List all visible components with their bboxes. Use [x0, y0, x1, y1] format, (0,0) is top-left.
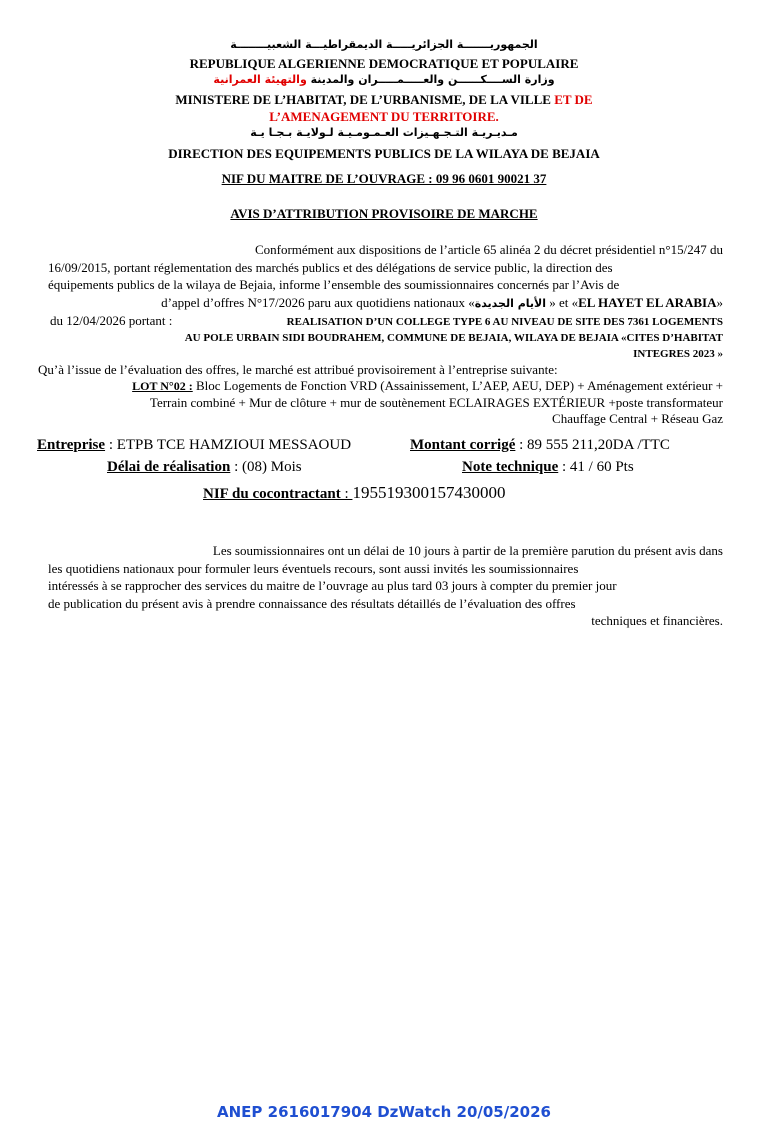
arabic-republic-title: الجمهوريـــــــة الجزائريـــــة الديمقراطيـــة الشعبيــــــــة [230, 38, 538, 51]
closing-line1: Les soumissionnaires ont un délai de 10 jours à partir de la première parution du présent avis dans [212, 543, 723, 558]
delai-label: Délai de réalisation [107, 459, 231, 475]
delai-row [107, 459, 302, 476]
arabic-direction-title: مـديـريـة التـجـهـيزات العـمـومـيـة لـولايـة بـجـا يـة [250, 126, 518, 139]
project-line1: REALISATION D’UN COLLEGE TYPE 6 AU NIVEAU DE SITE DES 7361 LOGEMENTS [286, 316, 723, 328]
intro-line4b: » et « [545, 295, 579, 310]
note-row [462, 459, 634, 476]
attribution-intro: Qu’à l’issue de l’évaluation des offres, le marché est attribué provisoirement à l’entreprise suivante: [38, 362, 558, 377]
nif-maitre-ouvrage: NIF DU MAITRE DE L’OUVRAGE : 09 96 0601 90021 37 [221, 171, 547, 186]
closing-line3: intéressés à se rapprocher des services du maitre de l’ouvrage au plus tard 03 jours à compter du premier jour [48, 578, 617, 593]
ministry-title-line2: L’AMENAGEMENT DU TERRITOIRE. [269, 109, 499, 124]
note-label: Note technique [462, 459, 559, 475]
nif-cocontractant-row [203, 483, 505, 503]
closing-line4: de publication du présent avis à prendre connaissance des résultats détaillés de l’évaluation des offres [48, 596, 576, 611]
nif-cocontractant-value: 195519300157430000 [352, 483, 506, 502]
newspaper-el-hayet: EL HAYET EL ARABIA [578, 295, 717, 310]
arabic-ministry-part1: وزارة الســــكــــــن والعـــــمـــــران والمدينة [306, 73, 555, 86]
ministry-title-part1: MINISTERE DE L’HABITAT, DE L’URBANISME, DE LA VILLE [175, 92, 555, 107]
intro-line2: 16/09/2015, portant réglementation des marchés publics et des délégations de service public, la direction des [48, 260, 613, 275]
nif-cocontractant-label: NIF du cocontractant [203, 486, 345, 502]
nif-cocontractant-sep: : [344, 486, 353, 502]
project-line3: INTEGRES 2023 » [633, 348, 723, 360]
arabic-ministry-title [0, 73, 768, 86]
closing-line5: techniques et financières. [591, 613, 723, 628]
intro-line4 [48, 295, 723, 312]
delai-value: : (08) Mois [230, 459, 302, 475]
project-line2: AU POLE URBAIN SIDI BOUDRAHEM, COMMUNE DE BEJAIA, WILAYA DE BEJAIA «CITES D’HABITAT [184, 332, 723, 344]
direction-title: DIRECTION DES EQUIPEMENTS PUBLICS DE LA WILAYA DE BEJAIA [168, 146, 600, 161]
montant-label: Montant corrigé [410, 437, 516, 453]
intro-line4c: » [716, 295, 723, 310]
entreprise-label: Entreprise [37, 437, 106, 453]
montant-value: : 89 555 211,20DA /TTC [515, 437, 670, 453]
footer-reference: ANEP 2616017904 DzWatch 20/05/2026 [217, 1103, 551, 1121]
entreprise-value: : ETPB TCE HAMZIOUI MESSAOUD [105, 437, 352, 453]
newspaper-arabic-name: الأيام الجديدة [474, 297, 546, 310]
lot-line1: Bloc Logements de Fonction VRD (Assainissement, L’AEP, AEU, DEP) + Aménagement extérieur + [192, 378, 723, 393]
ministry-title-part2: ET DE [554, 92, 593, 107]
lot-line1-row [48, 378, 723, 394]
republic-title: REPUBLIQUE ALGERIENNE DEMOCRATIQUE ET POPULAIRE [189, 56, 579, 71]
arabic-ministry-part2: والتهيئة العمرانية [213, 73, 307, 86]
project-line1-row [48, 313, 723, 330]
closing-line2: les quotidiens nationaux pour formuler leurs éventuels recours, sont aussi invités les soumissionnaires [48, 561, 579, 576]
lot-line2: Terrain combiné + Mur de clôture + mur de soutènement ECLAIRAGES EXTÉRIEUR +poste transformateur [149, 395, 723, 410]
entreprise-row [37, 437, 351, 454]
montant-row [410, 437, 670, 454]
lot-line3: Chauffage Central + Réseau Gaz [552, 411, 723, 426]
intro-line4a: d’appel d’offres N°17/2026 paru aux quotidiens nationaux « [161, 295, 475, 310]
intro-line1: Conformément aux dispositions de l’article 65 alinéa 2 du décret présidentiel n°15/247 du [254, 242, 723, 257]
date-prefix: du 12/04/2026 portant : [50, 313, 173, 328]
intro-line3: équipements publics de la wilaya de Bejaia, informe l’ensemble des soumissionnaires concernés par l’Avis de [48, 277, 620, 292]
ministry-title [0, 92, 768, 108]
note-value: : 41 / 60 Pts [558, 459, 634, 475]
lot-label: LOT N°02 : [132, 379, 193, 393]
avis-title: AVIS D’ATTRIBUTION PROVISOIRE DE MARCHE [230, 206, 538, 221]
